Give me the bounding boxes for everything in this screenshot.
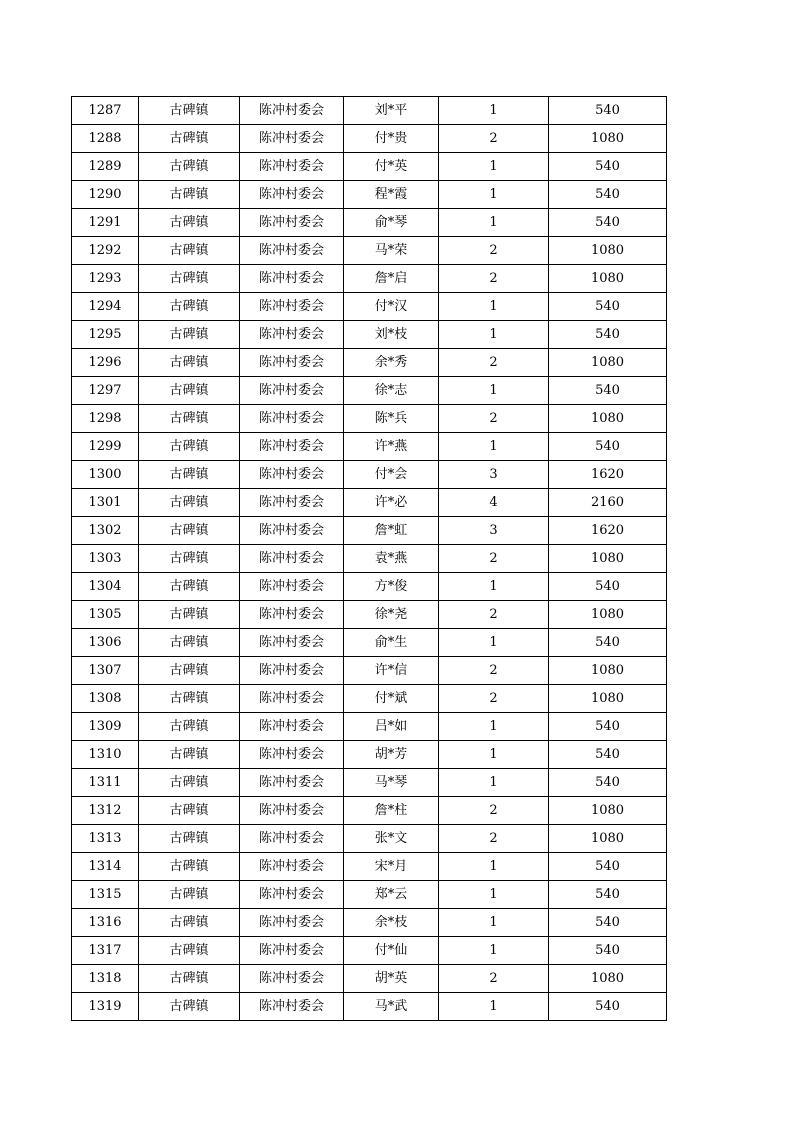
count-cell: 1 [439, 573, 549, 601]
village-committee-cell: 陈冲村委会 [240, 489, 344, 517]
count-cell: 1 [439, 713, 549, 741]
amount-cell: 540 [549, 629, 667, 657]
amount-cell: 1080 [549, 237, 667, 265]
amount-cell: 540 [549, 153, 667, 181]
amount-cell: 540 [549, 573, 667, 601]
amount-cell: 1080 [549, 685, 667, 713]
name-cell: 付*仙 [344, 937, 439, 965]
village-committee-cell: 陈冲村委会 [240, 153, 344, 181]
village-committee-cell: 陈冲村委会 [240, 853, 344, 881]
village-committee-cell: 陈冲村委会 [240, 965, 344, 993]
town-cell: 古碑镇 [139, 937, 240, 965]
count-cell: 1 [439, 629, 549, 657]
village-committee-cell: 陈冲村委会 [240, 97, 344, 125]
village-committee-cell: 陈冲村委会 [240, 657, 344, 685]
table-row [72, 321, 667, 349]
table-row [72, 181, 667, 209]
amount-cell: 540 [549, 293, 667, 321]
table-row [72, 741, 667, 769]
town-cell: 古碑镇 [139, 517, 240, 545]
town-cell: 古碑镇 [139, 321, 240, 349]
count-cell: 1 [439, 741, 549, 769]
table-row [72, 545, 667, 573]
count-cell: 1 [439, 181, 549, 209]
name-cell: 袁*燕 [344, 545, 439, 573]
table-row [72, 377, 667, 405]
count-cell: 1 [439, 993, 549, 1021]
name-cell: 方*俊 [344, 573, 439, 601]
name-cell: 郑*云 [344, 881, 439, 909]
town-cell: 古碑镇 [139, 545, 240, 573]
count-cell: 1 [439, 153, 549, 181]
count-cell: 4 [439, 489, 549, 517]
name-cell: 余*秀 [344, 349, 439, 377]
table-row [72, 601, 667, 629]
amount-cell: 1080 [549, 965, 667, 993]
table-row [72, 797, 667, 825]
name-cell: 詹*虹 [344, 517, 439, 545]
amount-cell: 540 [549, 97, 667, 125]
table-row [72, 629, 667, 657]
row-number-cell: 1317 [72, 937, 139, 965]
row-number-cell: 1309 [72, 713, 139, 741]
amount-cell: 1080 [549, 825, 667, 853]
amount-cell: 540 [549, 321, 667, 349]
town-cell: 古碑镇 [139, 377, 240, 405]
town-cell: 古碑镇 [139, 713, 240, 741]
table-row [72, 573, 667, 601]
town-cell: 古碑镇 [139, 461, 240, 489]
row-number-cell: 1302 [72, 517, 139, 545]
row-number-cell: 1290 [72, 181, 139, 209]
name-cell: 程*霞 [344, 181, 439, 209]
count-cell: 2 [439, 965, 549, 993]
row-number-cell: 1292 [72, 237, 139, 265]
row-number-cell: 1315 [72, 881, 139, 909]
town-cell: 古碑镇 [139, 909, 240, 937]
amount-cell: 1080 [549, 265, 667, 293]
count-cell: 2 [439, 825, 549, 853]
name-cell: 马*荣 [344, 237, 439, 265]
row-number-cell: 1294 [72, 293, 139, 321]
table-row [72, 265, 667, 293]
town-cell: 古碑镇 [139, 993, 240, 1021]
table-row [72, 405, 667, 433]
amount-cell: 540 [549, 433, 667, 461]
count-cell: 2 [439, 685, 549, 713]
name-cell: 俞*琴 [344, 209, 439, 237]
row-number-cell: 1287 [72, 97, 139, 125]
count-cell: 2 [439, 237, 549, 265]
amount-cell: 540 [549, 209, 667, 237]
village-committee-cell: 陈冲村委会 [240, 629, 344, 657]
town-cell: 古碑镇 [139, 125, 240, 153]
row-number-cell: 1308 [72, 685, 139, 713]
amount-cell: 1620 [549, 517, 667, 545]
town-cell: 古碑镇 [139, 629, 240, 657]
village-committee-cell: 陈冲村委会 [240, 937, 344, 965]
amount-cell: 1620 [549, 461, 667, 489]
count-cell: 1 [439, 97, 549, 125]
village-committee-cell: 陈冲村委会 [240, 517, 344, 545]
village-committee-cell: 陈冲村委会 [240, 825, 344, 853]
town-cell: 古碑镇 [139, 181, 240, 209]
table-row [72, 489, 667, 517]
amount-cell: 540 [549, 741, 667, 769]
row-number-cell: 1298 [72, 405, 139, 433]
table-row [72, 937, 667, 965]
data-table [71, 96, 667, 1021]
row-number-cell: 1297 [72, 377, 139, 405]
town-cell: 古碑镇 [139, 853, 240, 881]
name-cell: 徐*志 [344, 377, 439, 405]
town-cell: 古碑镇 [139, 433, 240, 461]
name-cell: 付*斌 [344, 685, 439, 713]
village-committee-cell: 陈冲村委会 [240, 909, 344, 937]
row-number-cell: 1319 [72, 993, 139, 1021]
row-number-cell: 1311 [72, 769, 139, 797]
town-cell: 古碑镇 [139, 797, 240, 825]
row-number-cell: 1299 [72, 433, 139, 461]
table-row [72, 97, 667, 125]
amount-cell: 1080 [549, 405, 667, 433]
table-row [72, 685, 667, 713]
town-cell: 古碑镇 [139, 265, 240, 293]
table-row [72, 657, 667, 685]
village-committee-cell: 陈冲村委会 [240, 881, 344, 909]
count-cell: 2 [439, 349, 549, 377]
amount-cell: 540 [549, 937, 667, 965]
name-cell: 宋*月 [344, 853, 439, 881]
count-cell: 2 [439, 545, 549, 573]
amount-cell: 540 [549, 769, 667, 797]
town-cell: 古碑镇 [139, 405, 240, 433]
row-number-cell: 1312 [72, 797, 139, 825]
table-row [72, 125, 667, 153]
amount-cell: 540 [549, 713, 667, 741]
village-committee-cell: 陈冲村委会 [240, 993, 344, 1021]
row-number-cell: 1314 [72, 853, 139, 881]
row-number-cell: 1313 [72, 825, 139, 853]
row-number-cell: 1303 [72, 545, 139, 573]
town-cell: 古碑镇 [139, 741, 240, 769]
name-cell: 付*英 [344, 153, 439, 181]
table-row [72, 517, 667, 545]
village-committee-cell: 陈冲村委会 [240, 237, 344, 265]
row-number-cell: 1288 [72, 125, 139, 153]
count-cell: 1 [439, 209, 549, 237]
row-number-cell: 1289 [72, 153, 139, 181]
name-cell: 付*贵 [344, 125, 439, 153]
name-cell: 张*文 [344, 825, 439, 853]
name-cell: 陈*兵 [344, 405, 439, 433]
table-row [72, 909, 667, 937]
table-row [72, 881, 667, 909]
count-cell: 1 [439, 433, 549, 461]
table-row [72, 237, 667, 265]
town-cell: 古碑镇 [139, 97, 240, 125]
table-row [72, 461, 667, 489]
town-cell: 古碑镇 [139, 965, 240, 993]
table-row [72, 433, 667, 461]
village-committee-cell: 陈冲村委会 [240, 713, 344, 741]
village-committee-cell: 陈冲村委会 [240, 685, 344, 713]
row-number-cell: 1305 [72, 601, 139, 629]
table-row [72, 769, 667, 797]
name-cell: 徐*尧 [344, 601, 439, 629]
town-cell: 古碑镇 [139, 489, 240, 517]
count-cell: 1 [439, 909, 549, 937]
amount-cell: 540 [549, 909, 667, 937]
town-cell: 古碑镇 [139, 293, 240, 321]
row-number-cell: 1300 [72, 461, 139, 489]
name-cell: 许*燕 [344, 433, 439, 461]
town-cell: 古碑镇 [139, 573, 240, 601]
row-number-cell: 1296 [72, 349, 139, 377]
row-number-cell: 1306 [72, 629, 139, 657]
table-row [72, 825, 667, 853]
name-cell: 许*必 [344, 489, 439, 517]
name-cell: 胡*芳 [344, 741, 439, 769]
town-cell: 古碑镇 [139, 237, 240, 265]
town-cell: 古碑镇 [139, 881, 240, 909]
amount-cell: 540 [549, 993, 667, 1021]
name-cell: 付*汉 [344, 293, 439, 321]
row-number-cell: 1291 [72, 209, 139, 237]
village-committee-cell: 陈冲村委会 [240, 125, 344, 153]
count-cell: 2 [439, 265, 549, 293]
table-row [72, 713, 667, 741]
row-number-cell: 1307 [72, 657, 139, 685]
name-cell: 吕*如 [344, 713, 439, 741]
village-committee-cell: 陈冲村委会 [240, 433, 344, 461]
village-committee-cell: 陈冲村委会 [240, 181, 344, 209]
town-cell: 古碑镇 [139, 769, 240, 797]
count-cell: 1 [439, 937, 549, 965]
count-cell: 2 [439, 125, 549, 153]
town-cell: 古碑镇 [139, 209, 240, 237]
count-cell: 1 [439, 853, 549, 881]
count-cell: 1 [439, 769, 549, 797]
name-cell: 马*琴 [344, 769, 439, 797]
village-committee-cell: 陈冲村委会 [240, 601, 344, 629]
village-committee-cell: 陈冲村委会 [240, 349, 344, 377]
village-committee-cell: 陈冲村委会 [240, 797, 344, 825]
village-committee-cell: 陈冲村委会 [240, 545, 344, 573]
row-number-cell: 1295 [72, 321, 139, 349]
name-cell: 马*武 [344, 993, 439, 1021]
count-cell: 1 [439, 321, 549, 349]
amount-cell: 1080 [549, 545, 667, 573]
row-number-cell: 1304 [72, 573, 139, 601]
name-cell: 刘*平 [344, 97, 439, 125]
name-cell: 俞*生 [344, 629, 439, 657]
count-cell: 2 [439, 797, 549, 825]
name-cell: 付*会 [344, 461, 439, 489]
table-row [72, 993, 667, 1021]
count-cell: 3 [439, 461, 549, 489]
amount-cell: 1080 [549, 601, 667, 629]
town-cell: 古碑镇 [139, 349, 240, 377]
village-committee-cell: 陈冲村委会 [240, 405, 344, 433]
table-row [72, 293, 667, 321]
village-committee-cell: 陈冲村委会 [240, 377, 344, 405]
amount-cell: 1080 [549, 797, 667, 825]
amount-cell: 1080 [549, 125, 667, 153]
amount-cell: 1080 [549, 349, 667, 377]
row-number-cell: 1316 [72, 909, 139, 937]
amount-cell: 540 [549, 181, 667, 209]
row-number-cell: 1301 [72, 489, 139, 517]
town-cell: 古碑镇 [139, 657, 240, 685]
village-committee-cell: 陈冲村委会 [240, 573, 344, 601]
village-committee-cell: 陈冲村委会 [240, 741, 344, 769]
amount-cell: 1080 [549, 657, 667, 685]
table-row [72, 153, 667, 181]
table-body [72, 97, 667, 1021]
town-cell: 古碑镇 [139, 601, 240, 629]
amount-cell: 540 [549, 881, 667, 909]
name-cell: 詹*启 [344, 265, 439, 293]
count-cell: 2 [439, 657, 549, 685]
name-cell: 刘*枝 [344, 321, 439, 349]
row-number-cell: 1293 [72, 265, 139, 293]
village-committee-cell: 陈冲村委会 [240, 209, 344, 237]
village-committee-cell: 陈冲村委会 [240, 321, 344, 349]
name-cell: 胡*英 [344, 965, 439, 993]
village-committee-cell: 陈冲村委会 [240, 265, 344, 293]
town-cell: 古碑镇 [139, 825, 240, 853]
table-row [72, 209, 667, 237]
amount-cell: 540 [549, 853, 667, 881]
village-committee-cell: 陈冲村委会 [240, 293, 344, 321]
village-committee-cell: 陈冲村委会 [240, 769, 344, 797]
town-cell: 古碑镇 [139, 685, 240, 713]
town-cell: 古碑镇 [139, 153, 240, 181]
count-cell: 1 [439, 293, 549, 321]
count-cell: 3 [439, 517, 549, 545]
amount-cell: 2160 [549, 489, 667, 517]
count-cell: 1 [439, 881, 549, 909]
table-row [72, 965, 667, 993]
row-number-cell: 1310 [72, 741, 139, 769]
amount-cell: 540 [549, 377, 667, 405]
village-committee-cell: 陈冲村委会 [240, 461, 344, 489]
name-cell: 余*枝 [344, 909, 439, 937]
count-cell: 2 [439, 601, 549, 629]
table-row [72, 349, 667, 377]
table-row [72, 853, 667, 881]
name-cell: 许*信 [344, 657, 439, 685]
row-number-cell: 1318 [72, 965, 139, 993]
count-cell: 1 [439, 377, 549, 405]
name-cell: 詹*柱 [344, 797, 439, 825]
count-cell: 2 [439, 405, 549, 433]
